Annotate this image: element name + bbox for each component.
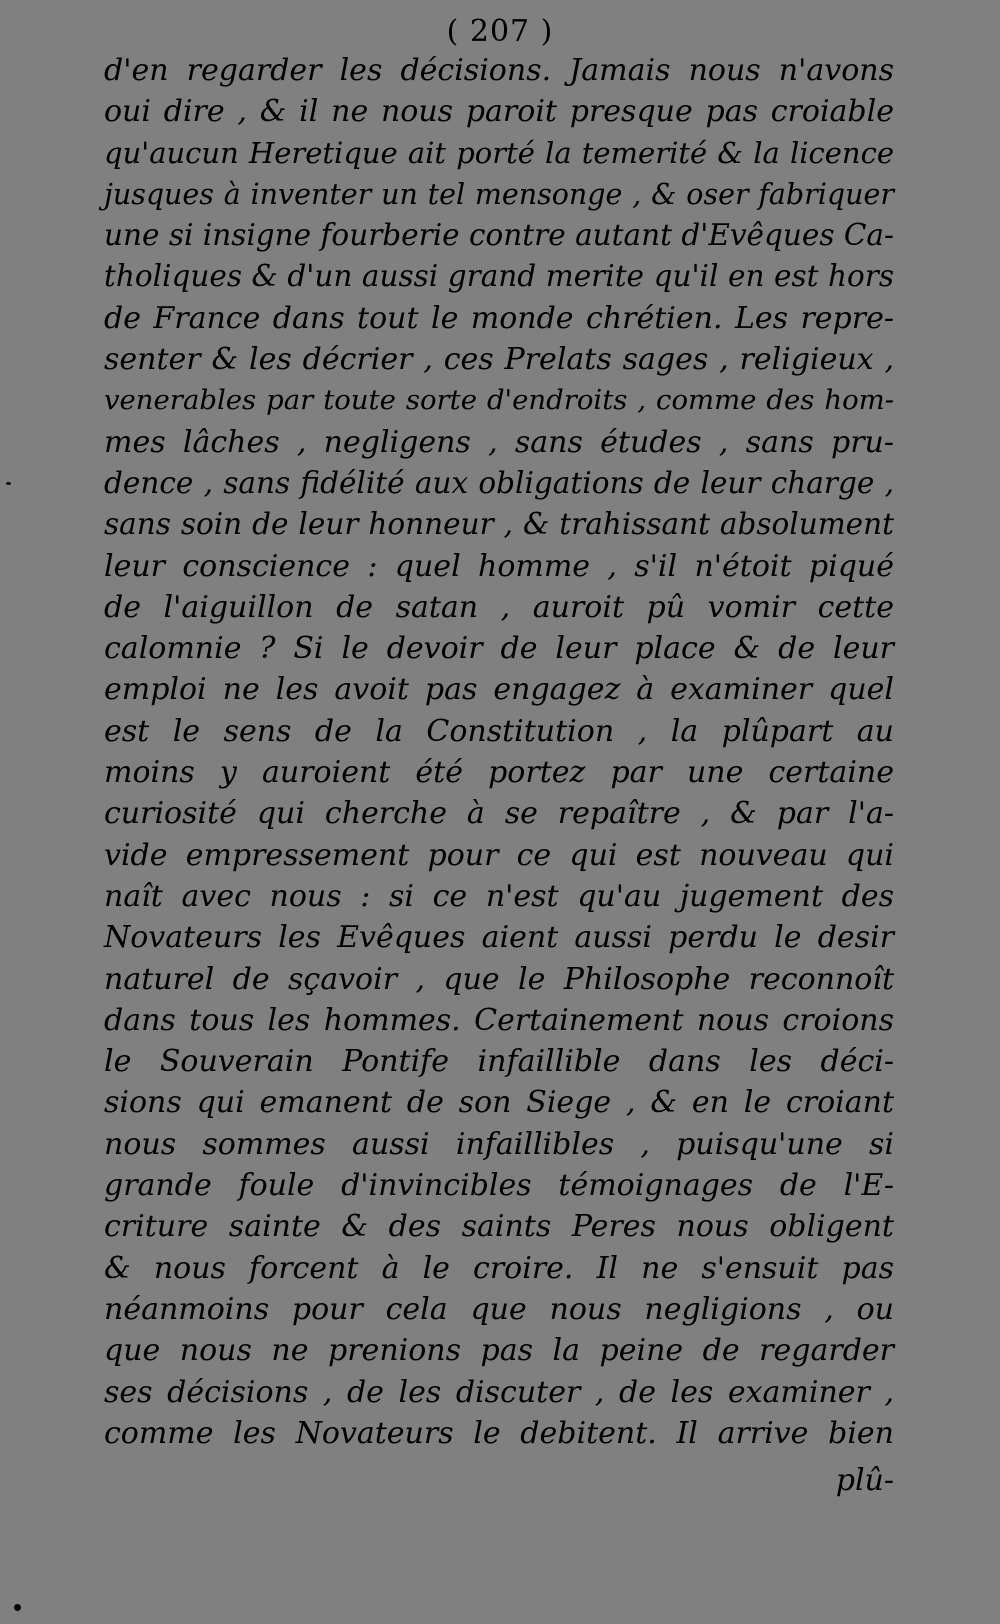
text-line: de France dans tout le monde chrétien. Les repre- <box>104 300 894 336</box>
catchword: plû- <box>835 1463 894 1498</box>
text-line: jusques à inventer un tel mensonge , & oser fabriquer <box>104 177 894 211</box>
text-line: dence , sans fidélité aux obligations de leur charge , <box>104 465 894 500</box>
text-line: senter & les décrier , ces Prelats sages , religieux , <box>104 342 894 378</box>
text-line: vide empressement pour ce qui est nouveau qui <box>104 837 894 873</box>
text-line: néanmoins pour cela que nous negligions , ou <box>104 1291 894 1327</box>
text-line: mes lâches , negligens , sans études , sans pru- <box>104 424 894 460</box>
text-line: curiosité qui cherche à se repaître , & par l'a- <box>104 796 894 832</box>
text-line: d'en regarder les décisions. Jamais nous n'avons <box>104 53 894 88</box>
text-line: emploi ne les avoit pas engagez à examiner quel <box>104 672 894 708</box>
page-number: ( 207 ) <box>446 14 554 49</box>
text-line: moins y auroient été portez par une certaine <box>104 755 894 791</box>
text-line: ses décisions , de les discuter , de les examiner , <box>104 1374 894 1410</box>
text-line: calomnie ? Si le devoir de leur place & de leur <box>104 631 894 667</box>
text-line: sions qui emanent de son Siege , & en le croiant <box>104 1085 894 1121</box>
text-body <box>104 50 894 1454</box>
scan-speck <box>14 1604 21 1611</box>
text-line: qu'aucun Heretique ait porté la temerité & la licence <box>104 135 894 170</box>
text-line: que nous ne prenions pas la peine de regarder <box>104 1333 894 1369</box>
text-line: venerables par toute sorte d'endroits , comme des hom- <box>104 384 894 417</box>
text-line: grande foule d'invincibles témoignages de l'E- <box>104 1168 894 1204</box>
text-line: une si insigne fourberie contre autant d'Evêques Ca- <box>104 218 894 253</box>
text-line: tholiques & d'un aussi grand merite qu'il en est hors <box>104 259 894 294</box>
text-line: naturel de sçavoir , que le Philosophe reconnoît <box>104 961 894 997</box>
text-line: sans soin de leur honneur , & trahissant absolument <box>104 507 894 542</box>
text-line: dans tous les hommes. Certainement nous croions <box>104 1002 894 1038</box>
text-line: leur conscience : quel homme , s'il n'étoit piqué <box>104 548 894 584</box>
text-line: le Souverain Pontife infaillible dans les déci- <box>104 1044 894 1080</box>
text-line: nous sommes aussi infaillibles , puisqu'une si <box>104 1126 894 1162</box>
text-line: oui dire , & il ne nous paroit presque pas croiable <box>104 94 894 130</box>
scan-speck <box>6 482 11 485</box>
text-line: & nous forcent à le croire. Il ne s'ensuit pas <box>104 1250 894 1286</box>
text-line: de l'aiguillon de satan , auroit pû vomir cette <box>104 589 894 625</box>
text-line: Novateurs les Evêques aient aussi perdu le desir <box>104 920 894 956</box>
text-line: est le sens de la Constitution , la plûpart au <box>104 713 894 749</box>
text-line: comme les Novateurs le debitent. Il arrive bien <box>104 1415 894 1451</box>
text-line: naît avec nous : si ce n'est qu'au jugement des <box>104 878 894 914</box>
text-line: criture sainte & des saints Peres nous obligent <box>104 1209 894 1245</box>
